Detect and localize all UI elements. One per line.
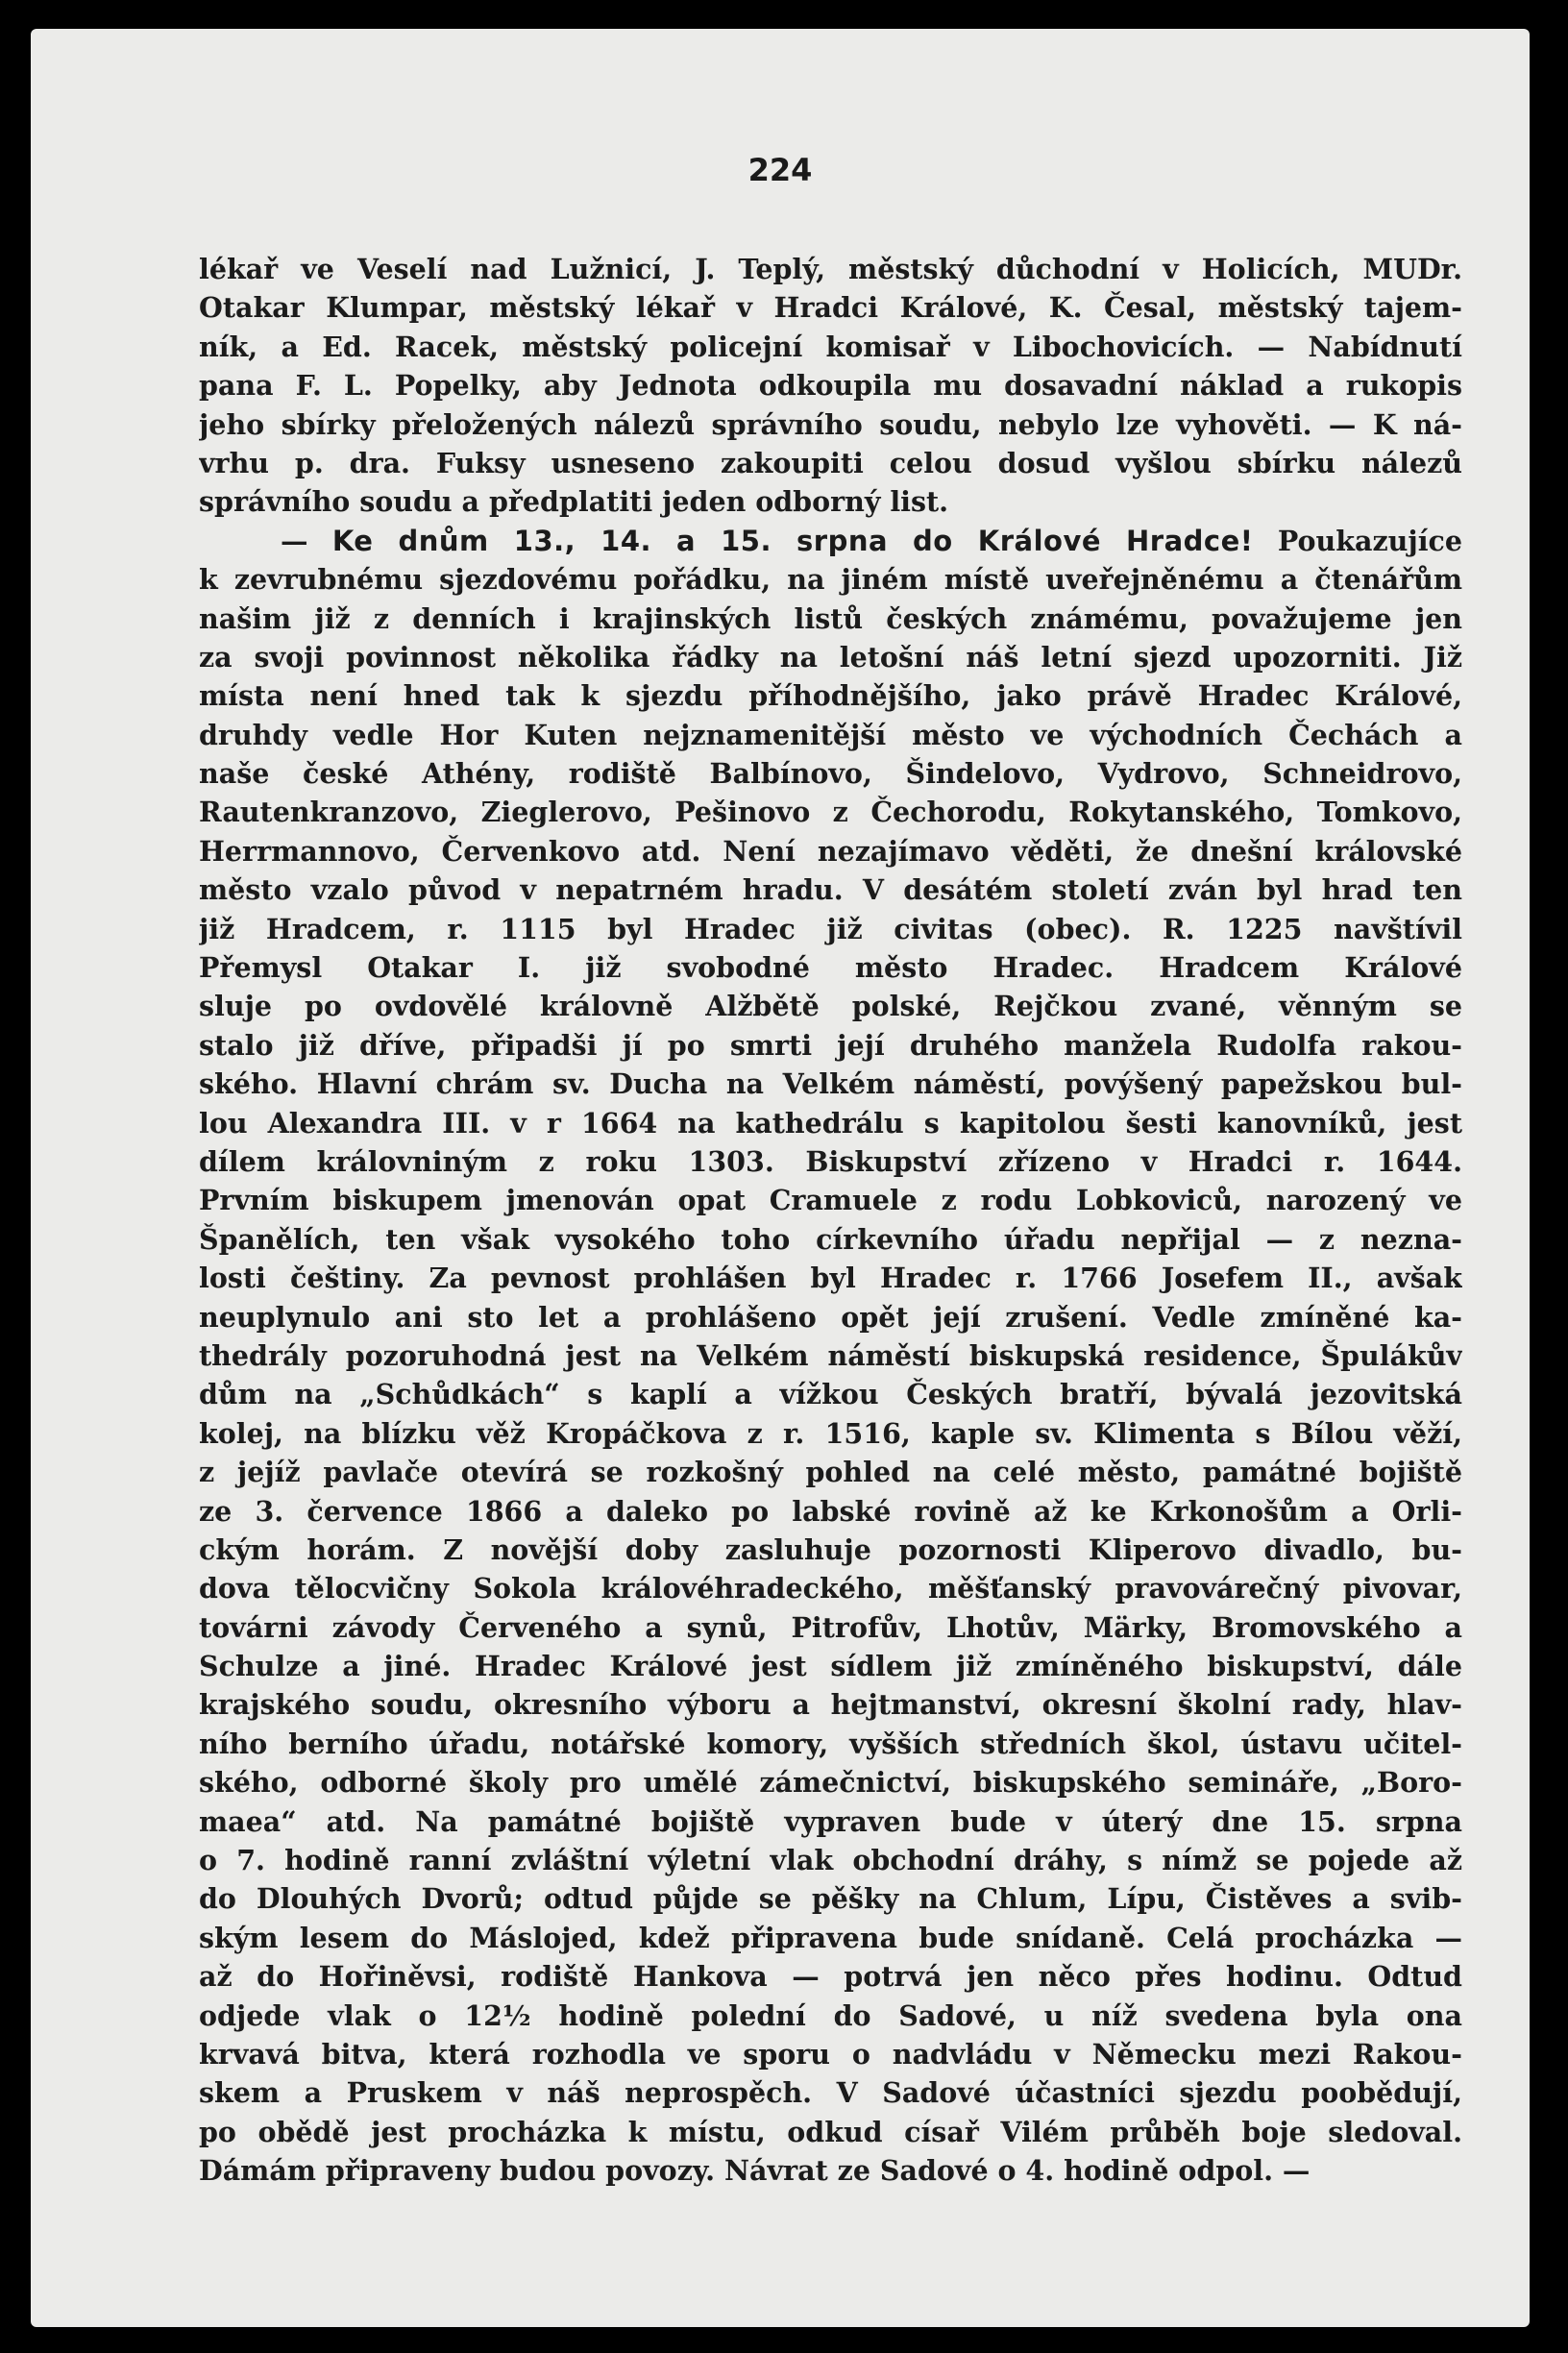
text-line: pana F. L. Popelky, aby Jednota odkoupila mu dosavadní náklad a rukopis	[199, 369, 1462, 403]
text-line: odjede vlak o 12½ hodině polední do Sadové, u níž svedena byla ona	[199, 1998, 1462, 2032]
text-line: losti češtiny. Za pevnost prohlášen byl Hradec r. 1766 Josefem II., avšak	[199, 1262, 1462, 1295]
text-line: město vzalo původ v nepatrném hradu. V desátém století zván byl hrad ten	[199, 873, 1462, 907]
text-line: ze 3. července 1866 a daleko po labské rovině až ke Krkonošům a Orli-	[199, 1494, 1462, 1528]
text-line: maea“ atd. Na památné bojiště vypraven bude v úterý dne 15. srpna	[199, 1804, 1462, 1838]
text-line: k zevrubnému sjezdovému pořádku, na jiném místě uveřejněnému a čtenářům	[199, 563, 1462, 597]
heading-dash: —	[281, 524, 332, 557]
text-line: za svoji povinnost několika řádky na letošní náš letní sjezd upozorniti. Již	[199, 640, 1462, 674]
text-line: sluje po ovdovělé královně Alžbětě polské, Rejčkou zvané, věnným se	[199, 990, 1462, 1023]
text-line: dům na „Schůdkách“ s kaplí a vížkou Českých bratří, bývalá jezovitská	[199, 1378, 1462, 1411]
text-line: thedrály pozoruhodná jest na Velkém náměstí biskupská residence, Špulákův	[199, 1338, 1462, 1372]
text-line: naše české Athény, rodiště Balbínovo, Šindelovo, Vydrovo, Schneidrovo,	[199, 757, 1462, 791]
text-line: Španělích, ten však vysokého toho církevního úřadu nepřijal — z nezna-	[199, 1222, 1462, 1256]
text-line: již Hradcem, r. 1115 byl Hradec již civitas (obec). R. 1225 navštívil	[199, 912, 1462, 945]
text-line: kolej, na blízku věž Kropáčkova z r. 1516, kaple sv. Klimenta s Bílou věží,	[199, 1416, 1462, 1450]
text-line: dílem královniným z roku 1303. Biskupství zřízeno v Hradci r. 1644.	[199, 1144, 1462, 1178]
text-line: Rautenkranzovo, Zieglerovo, Pešinovo z Čechorodu, Rokytanského, Tomkovo,	[199, 796, 1462, 829]
text-line: ckým horám. Z novější doby zasluhuje pozornosti Kliperovo divadlo, bu-	[199, 1532, 1462, 1566]
text-line: až do Hořiněvsi, rodiště Hankova — potrvá jen něco přes hodinu. Odtud	[199, 1960, 1462, 1994]
paragraph-2-lines	[199, 560, 1462, 2190]
text-line: ského. Hlavní chrám sv. Ducha na Velkém náměstí, povýšený papežskou bul-	[199, 1067, 1462, 1101]
text-line: ského, odborné školy pro umělé zámečnictví, biskupského semináře, „Boro-	[199, 1766, 1462, 1800]
text-line: o 7. hodině ranní zvláštní výletní vlak obchodní dráhy, s nímž se pojede až	[199, 1844, 1462, 1877]
text-line: ník, a Ed. Racek, městský policejní komisař v Libochovicích. — Nabídnutí	[199, 330, 1462, 363]
section-heading: Ke dnům 13., 14. a 15. srpna do Králové Hradce!	[331, 524, 1254, 557]
text-line: správního soudu a předplatiti jeden odborný list.	[199, 485, 949, 519]
text-line: druhdy vedle Hor Kuten nejznamenitější město ve východních Čechách a	[199, 718, 1462, 751]
text-line: jeho sbírky přeložených nálezů správního soudu, nebylo lze vyhověti. — K ná-	[199, 407, 1462, 441]
text-line: dova tělocvičny Sokola královéhradeckého, měšťanský pravovárečný pivovar,	[199, 1572, 1462, 1605]
first-line-rest: Poukazujíce	[1253, 524, 1462, 557]
text-line: Schulze a jiné. Hradec Králové jest sídlem již zmíněného biskupství, dále	[199, 1650, 1462, 1683]
text-line: do Dlouhých Dvorů; odtud půjde se pěšky na Chlum, Lípu, Čistěves a svib-	[199, 1882, 1462, 1916]
text-line: místa není hned tak k sjezdu příhodnějšího, jako právě Hradec Králové,	[199, 679, 1462, 713]
paragraph-2-first-line	[199, 522, 1462, 560]
paragraph-2	[199, 522, 1462, 2191]
text-line: stalo již dříve, připadši jí po smrti její druhého manžela Rudolfa rakou-	[199, 1028, 1462, 1062]
text-line: Přemysl Otakar I. již svobodné město Hradec. Hradcem Králové	[199, 951, 1462, 985]
text-line: krvavá bitva, která rozhodla ve sporu o nadvládu v Německu mezi Rakou-	[199, 2037, 1462, 2071]
text-line: z jejíž pavlače otevírá se rozkošný pohled na celé město, památné bojiště	[199, 1456, 1462, 1489]
text-line: Prvním biskupem jmenován opat Cramuele z rodu Lobkoviců, narozený ve	[199, 1184, 1462, 1217]
paragraph-1	[199, 250, 1462, 522]
text-line: našim již z denních i krajinských listů českých známému, považujeme jen	[199, 601, 1462, 635]
text-line: lou Alexandra III. v r 1664 na kathedrálu s kapitolou šesti kanovníků, jest	[199, 1106, 1462, 1140]
text-line: Otakar Klumpar, městský lékař v Hradci Králové, K. Česal, městský tajem-	[199, 291, 1462, 325]
text-line: skem a Pruskem v náš neprospěch. V Sadové účastníci sjezdu poobědují,	[199, 2076, 1462, 2110]
text-line: ního berního úřadu, notářské komory, vyšších středních škol, ústavu učitel-	[199, 1727, 1462, 1760]
text-line: Dámám připraveny budou povozy. Návrat ze Sadové o 4. hodině odpol. —	[199, 2154, 1311, 2188]
text-line: ským lesem do Máslojed, kdež připravena bude snídaně. Celá procházka —	[199, 1921, 1462, 1954]
text-line: lékař ve Veselí nad Lužnicí, J. Teplý, městský důchodní v Holicích, MUDr.	[199, 253, 1462, 285]
page-number: 224	[747, 152, 813, 188]
text-line: krajského soudu, okresního výboru a hejtmanství, okresní školní rady, hlav-	[199, 1688, 1462, 1722]
text-line: Herrmannovo, Červenkovo atd. Není nezajímavo věděti, že dnešní královské	[199, 834, 1462, 868]
text-line: vrhu p. dra. Fuksy usneseno zakoupiti celou dosud vyšlou sbírku nálezů	[199, 446, 1462, 479]
text-line: neuplynulo ani sto let a prohlášeno opět její zrušení. Vedle zmíněné ka-	[199, 1300, 1462, 1334]
document-page	[31, 29, 1530, 2327]
text-block	[199, 250, 1462, 2191]
text-line: továrni závody Červeného a synů, Pitrofův, Lhotův, Märky, Bromovského a	[199, 1610, 1462, 1644]
text-line: po obědě jest procházka k místu, odkud císař Vilém průběh boje sledoval.	[199, 2115, 1462, 2148]
